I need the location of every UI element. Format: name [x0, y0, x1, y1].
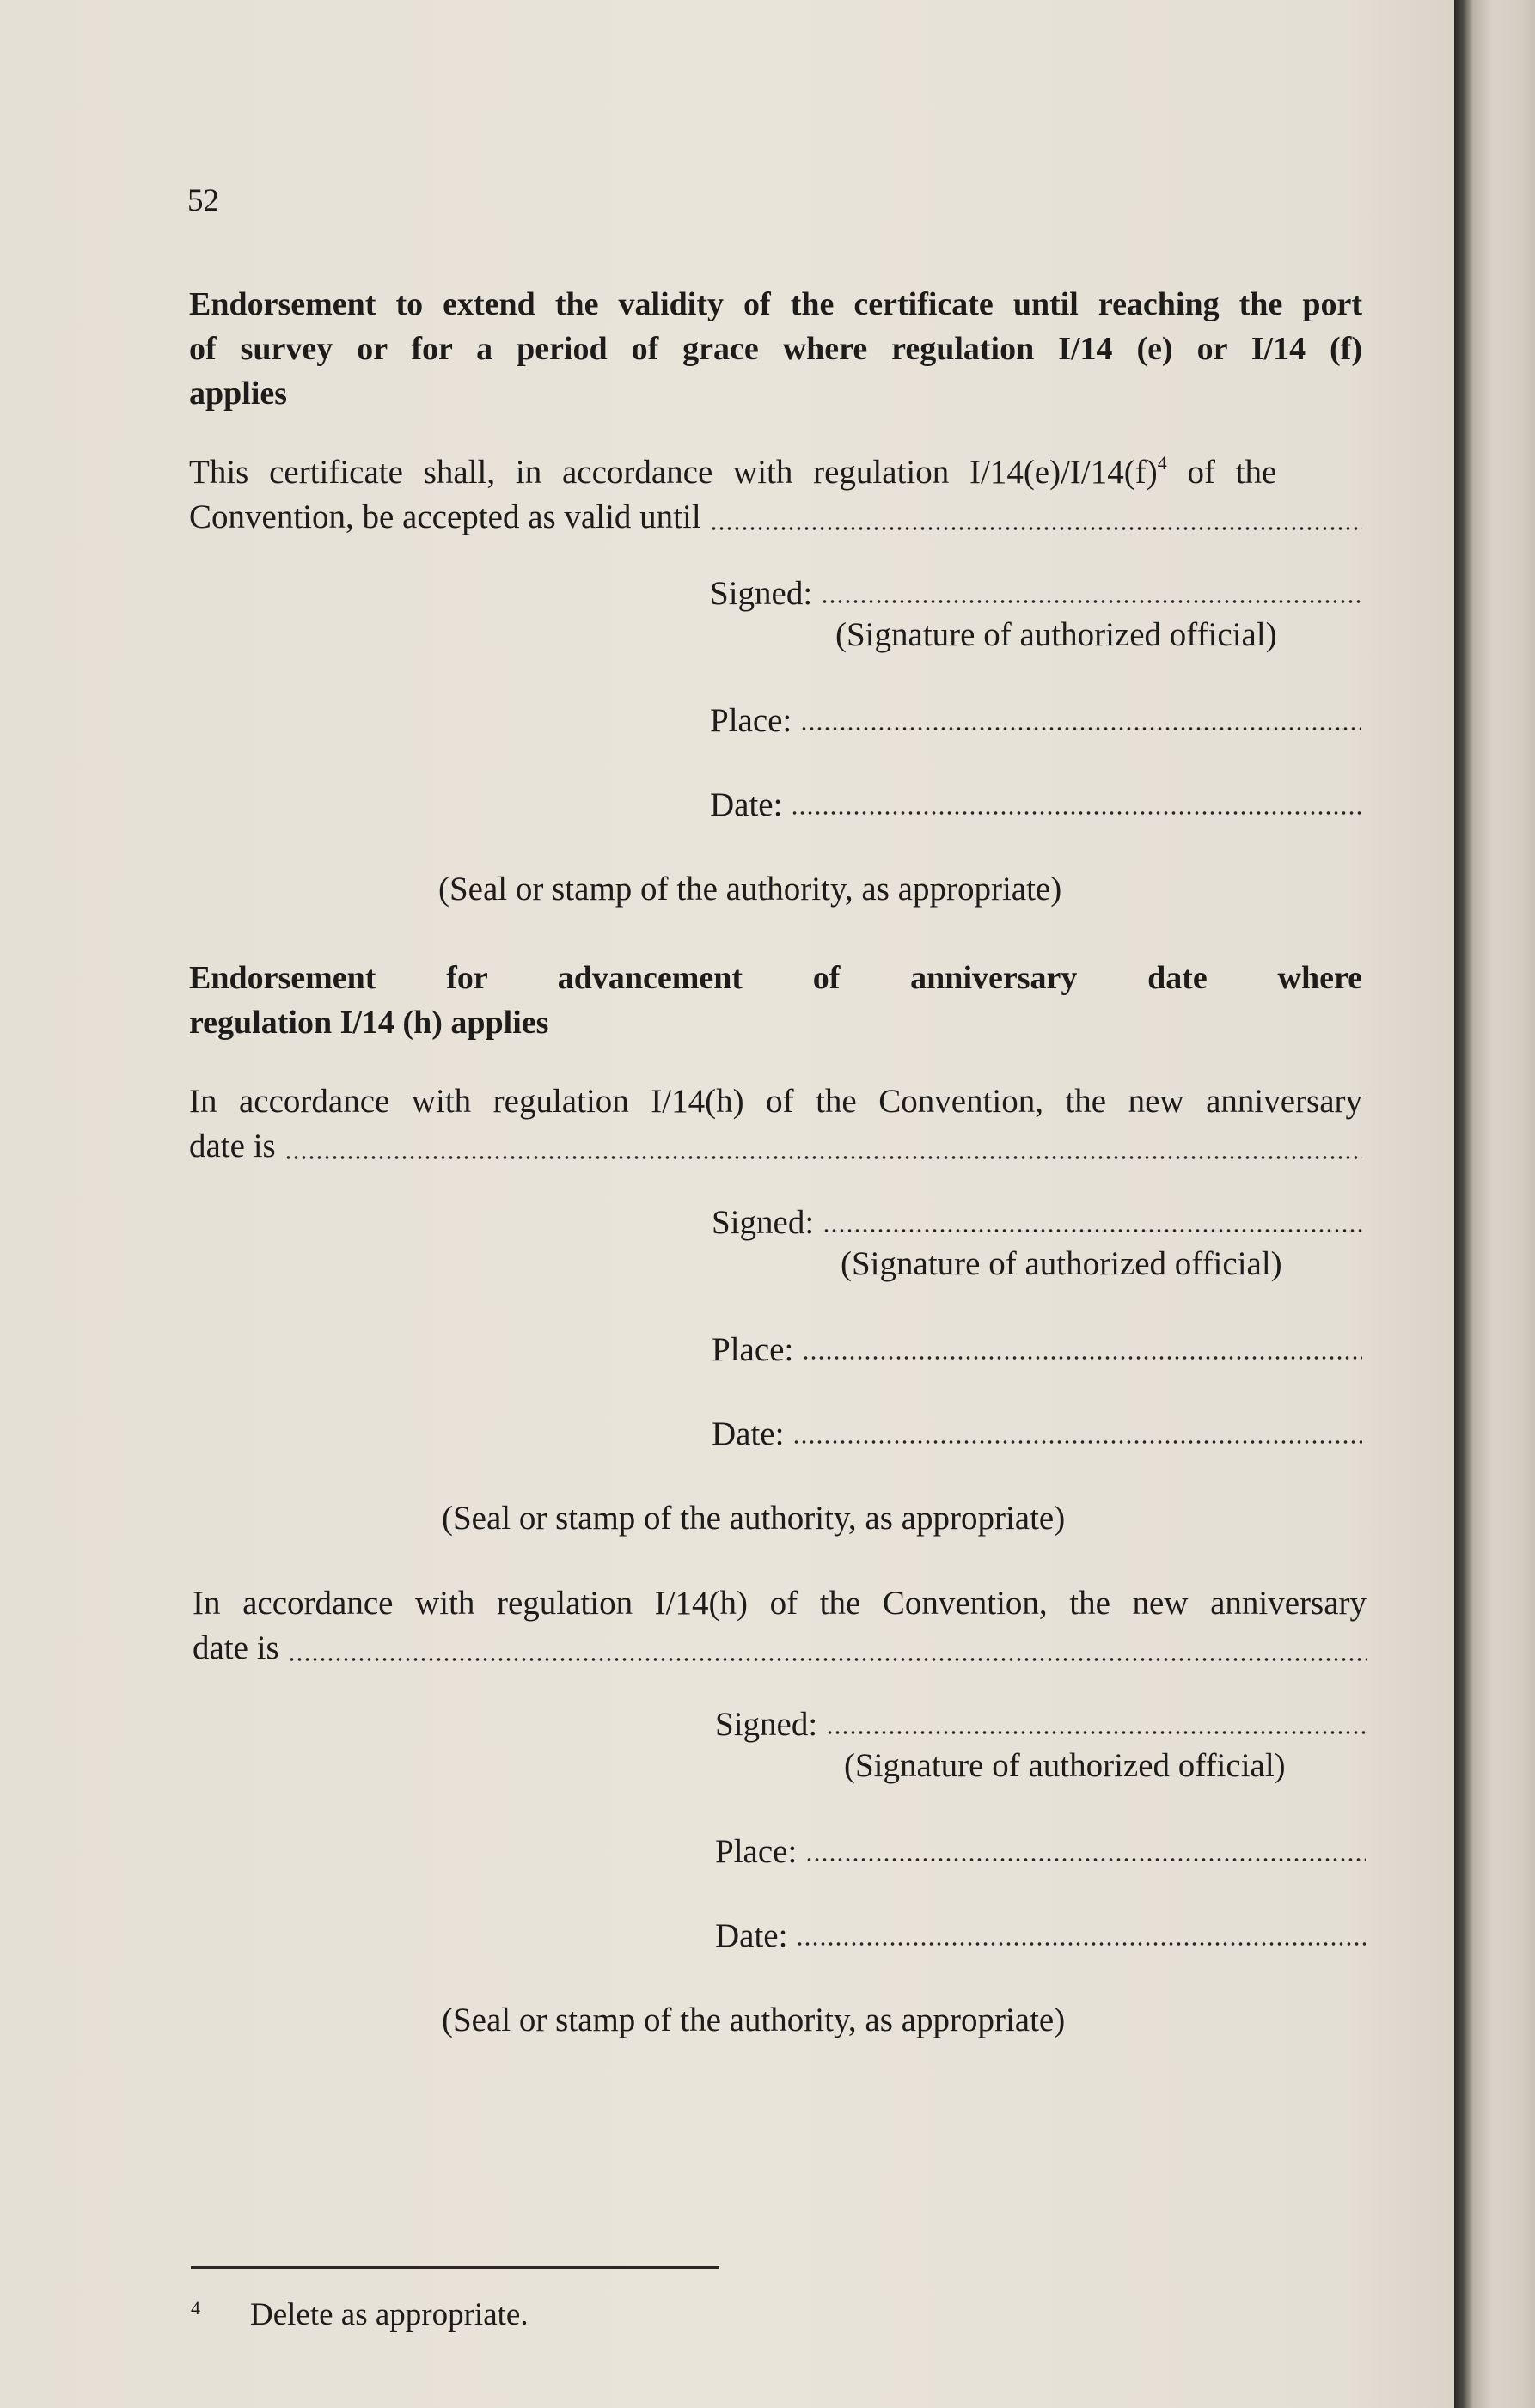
footnote-number: 4	[191, 2297, 200, 2319]
seal-note: (Seal or stamp of the authority, as appropriate)	[442, 1500, 1066, 1537]
section1-body-text-3: Convention, be accepted as valid until	[189, 498, 701, 535]
footnote-ref: 4	[1157, 452, 1167, 474]
entry-2-body-line-2	[193, 1626, 1367, 1671]
place-field[interactable]	[800, 726, 1361, 731]
section2-heading-line-2: regulation I/14 (h) applies	[189, 1005, 549, 1041]
section1-date-row	[710, 785, 1361, 824]
book-gutter	[1454, 0, 1535, 2408]
signature-caption: (Signature of authorized official)	[835, 616, 1277, 653]
section1-heading-line-1: Endorsement to extend the validity of the certificate until reaching the port	[189, 286, 1362, 322]
footnote-text: Delete as appropriate.	[250, 2297, 529, 2332]
date-field[interactable]	[796, 1941, 1366, 1947]
footnote-rule	[191, 2266, 719, 2269]
section1-heading-line-3: applies	[189, 376, 288, 412]
date-label: Date:	[715, 1917, 788, 1954]
signed-field[interactable]	[821, 599, 1361, 604]
seal-note: (Seal or stamp of the authority, as appropriate)	[438, 871, 1062, 908]
entry-2-place-row	[715, 1832, 1366, 1871]
entry-1-body-line-1: In accordance with regulation I/14(h) of the Convention, the new anniversary	[189, 1083, 1362, 1120]
footnote	[191, 2296, 529, 2333]
entry-1-date-row	[712, 1415, 1362, 1453]
section2-entry-1-body	[189, 1079, 1362, 1169]
signed-label: Signed:	[710, 575, 813, 612]
entry-2-body-line-1: In accordance with regulation I/14(h) of the Convention, the new anniversary	[193, 1585, 1367, 1622]
entry-2-body-text: date is	[193, 1629, 279, 1666]
entry-1-body-line-2	[189, 1124, 1362, 1169]
date-field[interactable]	[791, 810, 1361, 816]
signed-field[interactable]	[823, 1228, 1362, 1233]
section1-body-line-1	[189, 450, 1362, 495]
entry-1-body-text: date is	[189, 1128, 276, 1164]
signature-caption: (Signature of authorized official)	[844, 1747, 1286, 1784]
entry-1-signed-row	[712, 1203, 1362, 1242]
section2-entry-2-body	[193, 1581, 1367, 1671]
signed-label: Signed:	[715, 1706, 818, 1743]
section1-place-row	[710, 701, 1361, 740]
place-label: Place:	[715, 1833, 798, 1870]
section1-body	[189, 450, 1362, 540]
date-label: Date:	[712, 1415, 785, 1452]
section1-signed-row	[710, 574, 1361, 613]
signed-label: Signed:	[712, 1204, 815, 1241]
page-number: 52	[187, 183, 219, 218]
place-field[interactable]	[802, 1355, 1362, 1360]
valid-until-field[interactable]	[710, 526, 1362, 531]
section1-body-text-1: This certificate shall, in accordance with regulation I/14(e)/I/14(f)	[189, 454, 1158, 491]
place-label: Place:	[712, 1331, 794, 1368]
signed-field[interactable]	[826, 1730, 1366, 1735]
entry-2-signed-row	[715, 1705, 1366, 1744]
section2-heading-line-1: Endorsement for advancement of anniversary date where	[189, 960, 1362, 996]
section1-body-text-2: of the	[1166, 454, 1277, 491]
entry-2-date-row	[715, 1916, 1366, 1955]
anniversary-date-field-2[interactable]	[288, 1657, 1367, 1662]
entry-1-place-row	[712, 1330, 1362, 1369]
date-field[interactable]	[792, 1439, 1362, 1445]
section1-heading	[189, 282, 1362, 416]
section1-heading-line-2: of survey or for a period of grace where regulation I/14 (e) or I/14 (f)	[189, 331, 1362, 367]
section2-heading	[189, 956, 1362, 1045]
seal-note: (Seal or stamp of the authority, as appropriate)	[442, 2002, 1066, 2038]
anniversary-date-field-1[interactable]	[284, 1155, 1362, 1160]
section1-body-line-2	[189, 495, 1362, 540]
place-label: Place:	[710, 702, 792, 739]
date-label: Date:	[710, 786, 783, 823]
signature-caption: (Signature of authorized official)	[841, 1245, 1282, 1282]
place-field[interactable]	[805, 1857, 1366, 1862]
